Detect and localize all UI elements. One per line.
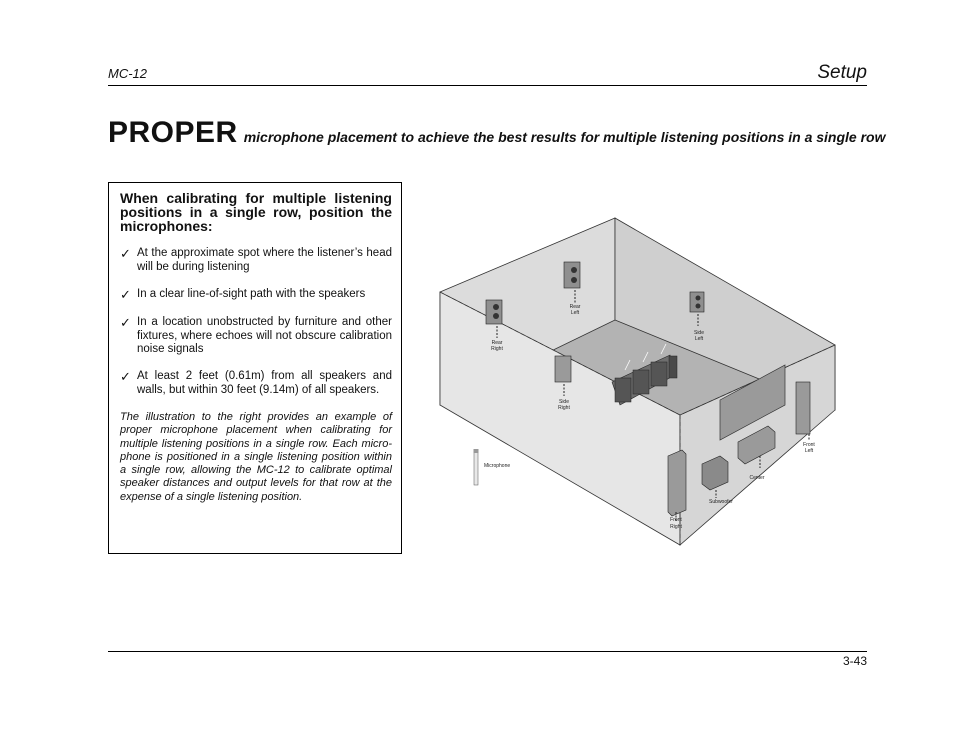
list-item-text: In a location unobstructed by furniture and other fixtures, where echoes will not obscure calibration noise signals — [137, 316, 392, 355]
label-front-left-2: Left — [804, 448, 814, 454]
instruction-box — [108, 182, 402, 554]
page-title — [108, 116, 886, 150]
label-side-left-2: Left — [694, 336, 704, 342]
room-diagram — [430, 210, 850, 550]
check-icon: ✓ — [120, 369, 131, 384]
list-item-text: In a clear line-of-sight path with the speakers — [137, 288, 366, 300]
header-rule — [108, 85, 867, 86]
list-item-text: At the approximate spot where the listener’s head will be during listening — [137, 247, 392, 273]
title-main: PROPER — [108, 116, 238, 149]
label-subwoofer: Subwoofer — [709, 499, 733, 505]
check-icon: ✓ — [120, 246, 131, 261]
check-icon: ✓ — [120, 287, 131, 302]
label-rear-left-1: Rear — [569, 304, 581, 310]
label-front-right-1: Front — [670, 517, 682, 523]
label-rear-right-1: Rear — [491, 340, 503, 346]
label-front-left-1: Front — [803, 442, 815, 448]
label-rear-left-2: Left — [570, 310, 580, 316]
box-paragraph: The illustration to the right provides an example of proper microphone placement when calibrating for multiple listening positions in a single row. Each micro-phone is positioned in a single listening position within a single row, allowing the MC-12 to calibrate optimal speaker distances and output levels for that row at the expense of a single listening position. — [120, 411, 392, 503]
label-side-right-2: Right — [558, 405, 570, 411]
header-doc-id: MC-12 — [108, 66, 148, 81]
label-center: Center — [749, 475, 765, 481]
list-item-text: At least 2 feet (0.61m) from all speakers and walls, but within 30 feet (9.14m) of all speakers. — [137, 370, 392, 396]
label-side-right-1: Side — [558, 399, 570, 405]
front-right-speaker — [668, 450, 686, 521]
label-rear-right-2: Right — [491, 346, 503, 352]
header-section: Setup — [817, 62, 867, 83]
page-number: 3-43 — [842, 654, 867, 668]
label-front-right-2: Right — [670, 524, 682, 530]
microphone-icon — [474, 449, 479, 485]
front-left-speaker — [796, 382, 810, 440]
footer-rule — [108, 651, 867, 652]
label-microphone: Microphone — [484, 463, 511, 469]
box-heading: When calibrating for multiple listening positions in a single row, position the microphones: — [120, 190, 392, 234]
check-icon: ✓ — [120, 315, 131, 330]
title-sub: microphone placement to achieve the best results for multiple listening positions in a single row — [243, 129, 886, 145]
label-side-left-1: Side — [693, 330, 705, 336]
